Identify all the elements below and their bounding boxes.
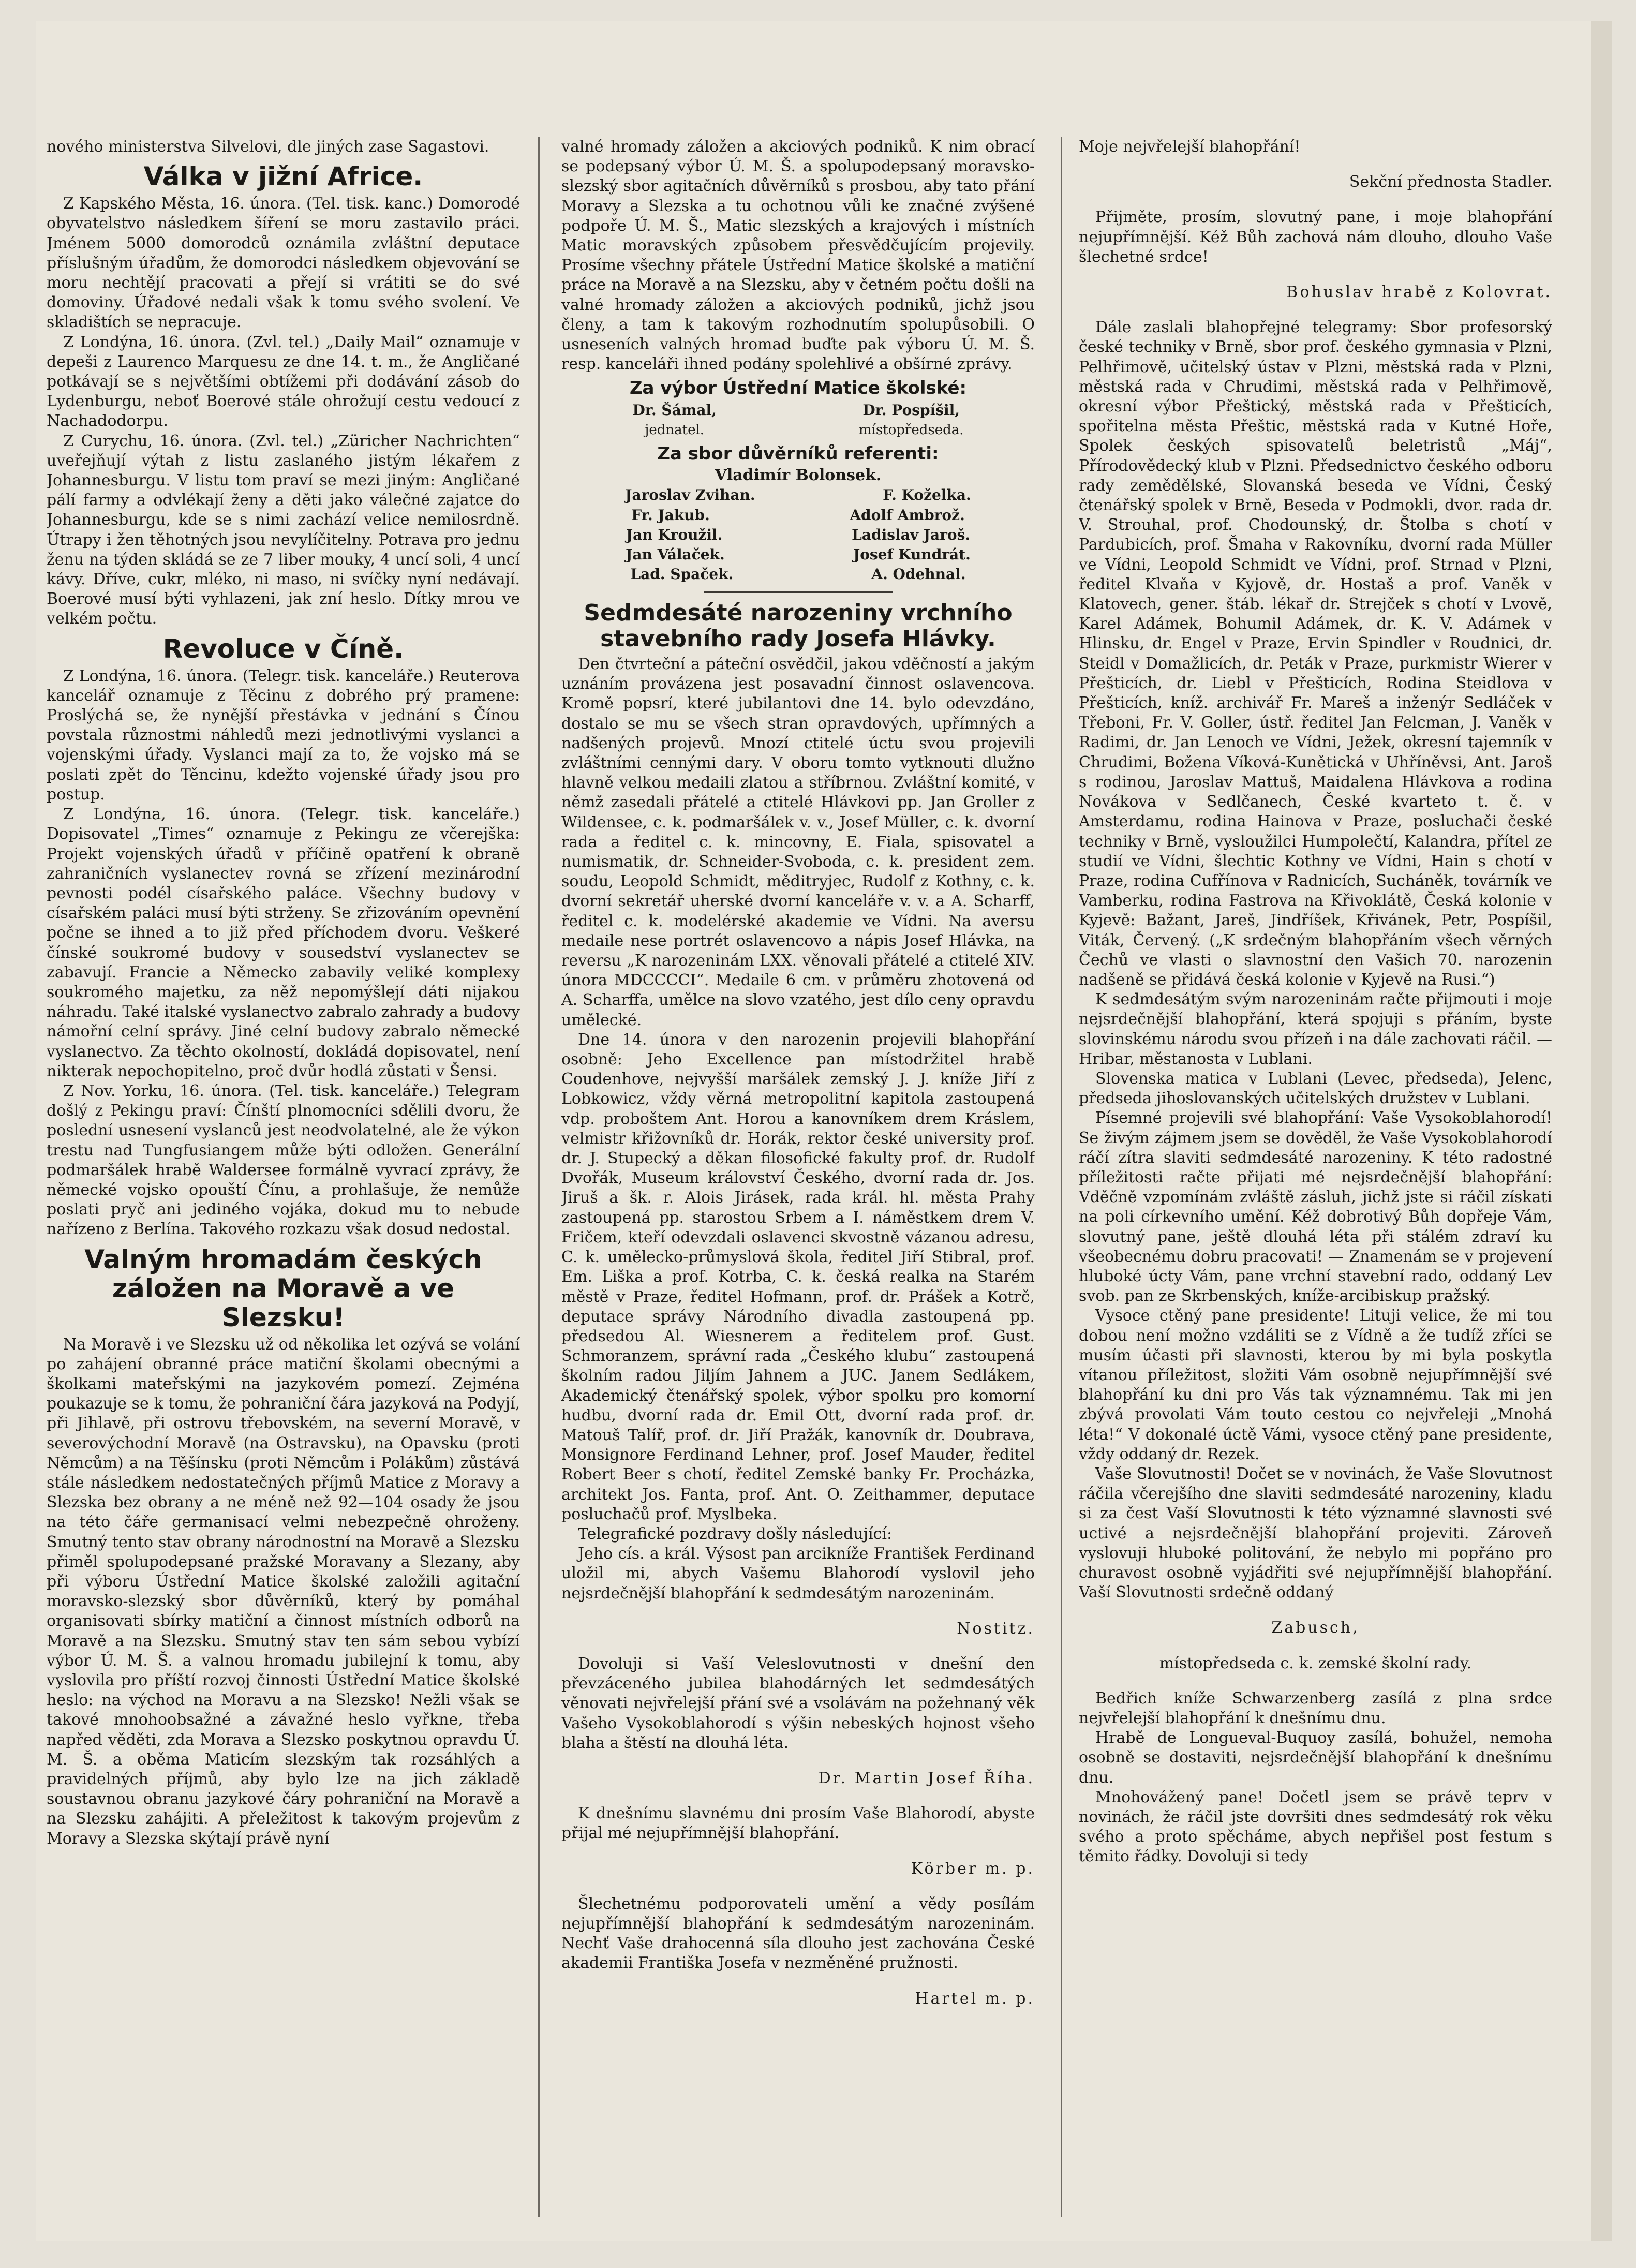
paragraph: Písemné projevili své blahopřání: Vaše Vysokoblahorodí! Se živým zájmem jsem se dověděl, že Vaše Vysokoblahorodí ráčí zítra slaviti sedmdesáté narozeniny. K této radostné příležitosti račte přijati mé nejsrdečnější blahopřání: Vděčně vzpomínám zvláště zásluh, jichž jste si ráčil získati na poli církevního umění. Kéž dobrotivý Bůh dopřeje Vám, slovutný pane, ještě dlouhá léta při stálém zdraví ku všeobecnému dobru pracovati! — Znamenám se v projevení hluboké úcty Vám, pane vrchní stavební rado, oddaný Lev svob. pan ze Skrbenských, kníže-arcibiskup pražský. (1079, 1109, 1552, 1306)
newspaper-page (36, 21, 1612, 2241)
divider (704, 591, 893, 593)
signature: Körber m. p. (911, 1859, 1035, 1878)
signature: Bohuslav hrabě z Kolovrat. (1286, 283, 1552, 302)
referent: Vladimír Bolonsek. (715, 466, 882, 485)
paragraph: Den čtvrteční a páteční osvědčil, jakou vděčností a jakým uznáním provázena jest posavadní činnost oslavencova. Kromě popsrí, které jubilantovi dne 14. bylo odevzdáno, dostalo se mu se všech stran opravdových, upřímných a nadšených projevů. Mnozí ctitelé úctu svou projevili zvláštními cennými dary. V oboru tomto vytknouti dlužno hlavně velkou medaili zlatou a stříbrnou. Zvláštní komité, v němž zasedali přátelé a ctitelé Hlávkovi pp. Jan Groller z Wildensee, c. k. podmaršálek v. v., Josef Müller, c. k. dvorní rada a ředitel c. k. mincovny, E. Fiala, spisovatel a numismatik, dr. Schneider-Svoboda, c. k. president zem. soudu, Leopold Schmidt, měditryjec, Rudolf z Kothny, c. k. dvorní sekretář uherské dvorní kanceláře v. v. a A. Scharff, ředitel c. k. modelérské akademie ve Vídni. Na aversu medaile nese portrét oslavencovo a nápis Josef Hlávka, na reversu „K narozeninám LXX. věnovali přátelé a ctitelé XIV. února MDCCCCI“. Medaile 6 cm. v průměru zhotovená od A. Scharffa, umělce na slovo vzatého, jest dílo ceny opravdu umělecké. (561, 655, 1035, 1029)
page-edge (1591, 21, 1612, 2241)
signature: Zabusch, (1271, 1619, 1360, 1637)
referent-row: Jan Válaček. Josef Kundrát. (626, 546, 971, 564)
referent-row: Fr. Jakub. Adolf Ambrož. (631, 506, 965, 524)
paragraph: Na Moravě i ve Slezsku už od několika let ozývá se volání po zahájení obranné práce matiční školami obecnými a školkami mateřskými na jazykovém pomezí. Zejména poukazuje se k tomu, že pohraniční čára jazyková na Podyjí, při Jihlavě, při ostrovu třebovském, na severní Moravě, v severovýchodní Moravě (na Ostravsku), na Opavsku (proti Němcům) a na Těšínsku (proti Němcům i Polákům) zůstává stále následkem nedostatečných příjmů Matice z Moravy a Slezska bez obrany a ne méně než 92—104 osady že jsou na této čáře germanisací velmi nebezpečně ohroženy. Smutný tento stav obrany národnostní na Moravě a Slezsku přiměl spolupodepsané pražské Moravany a Slezany, aby při výboru Ústřední Matice školské založili agitační moravsko-slezský sbor důvěrníků, který by pomáhal organisovati sbírky matiční a činnost místních odborů na Moravě a na Slezsku. Smutný stav ten sám sebou vybízí výbor Ú. M. Š. a valnou hromadu jubilejní k tomu, aby vyslovila pro příští rozvoj činnosti Ústřední Matice školské heslo: na východ na Moravu a na Slezsko! Nežli však se takové mnohoobsažné a závažné heslo vyřkne, třeba napřed věděti, zda Morava a Slezsko poskytnou opravdu Ú. M. Š. a oběma Maticím slezským tak rozsáhlých a pravidelných příjmů, aby bylo lze na jich základě soustavnou obranu jazykové čáry pohraniční na Moravě a na Slezsku zahájiti. A přeležitost k takovým projevům z Moravy a Slezska skýtají právě nyní (47, 1335, 520, 1848)
article-hlavka (561, 655, 1035, 2009)
signature: Nostitz. (957, 1619, 1035, 1638)
headline-china-revolution: Revoluce v Číně. (162, 633, 404, 664)
headline-boer-war: Válka v jižní Africe. (143, 161, 423, 192)
referent-row: Jaroslav Zvihan. F. Koželka. (625, 486, 971, 504)
signature: Sekční přednosta Stadler. (1349, 173, 1552, 191)
paragraph: Slovenska matica v Lublani (Levec, předseda), Jelenc, předseda jihoslovanských učitelských družstev v Lublani. (1079, 1069, 1552, 1108)
paragraph: Hrabě de Longueval-Buquoy zasílá, bohužel, nemoha osobně se dostaviti, nejsrdečnější blahopřání k dnešnímu dnu. (1079, 1729, 1552, 1787)
referents-heading: Za sbor důvěrníků referenti: (657, 443, 939, 465)
paragraph: Z Londýna, 16. února. (Telegr. tisk. kanceláře.) Dopisovatel „Times“ oznamuje z Pekingu ze včerejška: Projekt vojenských úřadů v příčině opatření k obraně zahraničních vyslanectev rovná se zřízení mezinárodní pevnosti podél císařského paláce. Všechny budovy v císařském paláci musí býti strženy. Se zřizováním opevnění počne se ihned a to již před příchodem dvoru. Veškeré čínské soukromé budovy v sousedství vyslanectev se zabavují. Francie a Německo zabavily veliké komplexy soukromého majetku, za něž nepomýšlejí dáti nijakou náhradu. Také italské vyslanectvo zabralo zahrady a budovy námořní celní správy. Jiné celní budovy zabralo německé vyslanectvo. Za těchto okolností, dokládá dopisovatel, není nikterak nepochopitelno, proč dvůr hodlá zůstati v Šensi. (47, 805, 520, 1080)
paragraph: Moje nejvřelejší blahopřání! (1079, 138, 1301, 156)
paragraph: Z Kapského Města, 16. února. (Tel. tisk. kanc.) Domorodé obyvatelstvo následkem šíření se moru zastavilo práci. Jménem 5000 domorodců oznámila zvláštní deputace příslušným úřadům, že domorodci následkem objevování se moru nechtějí pracovati a přejí si vrátiti se do své domoviny. Úřadové nedali však k tomu svého svolení. Ve skladištích se nepracuje. (47, 195, 520, 332)
headline-savings-banks: Valným hromadám českých záložen na Moravě a ve Slezsku! (84, 1244, 482, 1332)
paragraph: Mnohovážený pane! Dočetl jsem se právě teprv v novinách, že ráčil jste dovršiti dnes sedmdesátý rok věku svého a proto spěcháme, abych nepřišel post festum s těmito řádky. Dovoluji si tedy (1079, 1788, 1552, 1866)
paragraph: K sedmdesátým svým narozeninám račte přijmouti i moje nejsrdečnější blahopřání, která spojuji s přáním, byste slovinskému národu svou přízeň i na dále zachovati ráčil. — Hribar, městanosta v Lublani. (1079, 990, 1552, 1068)
paragraph: Z Curychu, 16. února. (Zvl. tel.) „Züricher Nachrichten“ uveřejňují výtah z listu zaslaného jistým lékařem z Johannesburgu. V listu tom praví se mezi jiným: Angličané pálí farmy a odvlékají ženy a děti jako válečné zajatce do Johannesburgu, kde se s nimi zachází velice nemilosrdně. Útrapy i žen těhotných jsou nevylíčitelny. Potrava pro jednu ženu na týden skládá se ze 7 liber mouky, 4 uncí soli, 4 uncí kávy. Dříve, cukr, mléko, ni maso, ni svíčky nyní nedávají. Boerové musí býti vyhlazeni, jak zní heslo. Dítky mrou ve velkém počtu. (47, 432, 520, 628)
referent-row: Jan Kroužil. Ladislav Jaroš. (626, 526, 971, 543)
paragraph: Z Londýna, 16. února. (Zvl. tel.) „Daily Mail“ oznamuje v depeši z Laurenco Marquesu ze dne 14. t. m., že Angličané potkávají se s největšími obtížemi při dodávání zásob do Lydenburgu, neboť Boerové stále ohrožují cestu vedoucí z Nachadodorpu. (47, 333, 520, 431)
signature-row (561, 401, 1035, 440)
column-rule (1061, 137, 1062, 2217)
signature: Hartel m. p. (915, 1989, 1035, 2008)
paragraph: Telegrafické pozdravy došly následující: (578, 1524, 893, 1543)
paragraph: Bedřich kníže Schwarzenberg zasílá z plna srdce nejvřelejší blahopřání k dnešnímu dnu. (1079, 1689, 1552, 1728)
column-rule (538, 137, 540, 2217)
signatory: Dr. Pospíšil, místopředseda. (858, 401, 964, 438)
carryover-text: nového ministerstva Silvelovi, dle jiných zase Sagastovi. (47, 138, 489, 156)
paragraph: Dovoluji si Vaší Veleslovutnosti v dnešní den převzáceného jubilea blahodárných let sedmdesátých věnovati nejvřelejší přání své a vsolávám na požehnaný věk Vašeho Vysokoblahorodí s výšin nebeských hojnost všeho blaha a štěstí na dlouhá léta. (561, 1654, 1035, 1752)
column-middle (561, 137, 1035, 2217)
signatory: Dr. Šámal, jednatel. (632, 401, 717, 438)
paragraph: Z Londýna, 16. února. (Telegr. tisk. kanceláře.) Reuterova kancelář oznamuje z Těcinu z dobrého prý pramene: Proslýchá se, že nynější přestávka v jednání s Čínou povstala různostmi náhledů mezi jednotlivými vyslanci a vojenskými úřady. Vyslanci mají za to, že vojsko má se poslati zpět do Těncinu, kdežto vojenské úřady jsou pro postup. (47, 666, 520, 804)
paragraph: Vysoce ctěný pane presidente! Lituji velice, že mi tou dobou není možno vzdáliti se z Vídně a že tudíž zříci se musím účasti při slavnosti, kterou by mi byla poskytla vítanou příležitost, složiti Vám osobně nejupřímnější své blahopřání ku dni pro Vás tak významnému. Tak mi jen zbývá provolati Vám touto cestou co nejvřeleji „Mnohá léta!“ V dokonalé úctě Vámi, vysoce ctěný pane presidente, vždy oddaný dr. Rezek. (1079, 1307, 1552, 1463)
headline-hlavka: Sedmdesáté narozeniny vrchního stavebního rady Josefa Hlávky. (584, 600, 1013, 652)
paragraph: Z Nov. Yorku, 16. února. (Tel. tisk. kanceláře.) Telegram došlý z Pekingu praví: Čínští plnomocníci sdělili dvoru, že poslední usnesení vyslanců jest neodvolatelné, ale že výkon trestu nad Tungfusiangem může býti odložen. Generální podmaršálek hrabě Waldersee formálně vyvrací zprávy, že německé vojsko opouští Čínu, a prohlašuje, že nemůže poslati pryč ani jediného vojáka, dokud mu to nebude nařízeno z Berlína. Takového rozkazu však dosud nedostal. (47, 1081, 520, 1239)
article-boer-war (47, 194, 520, 629)
column-left (47, 137, 520, 2217)
signature: Dr. Martin Josef Říha. (818, 1769, 1035, 1787)
paragraph: Dále zaslali blahopřejné telegramy: Sbor profesorský české techniky v Brně, sbor prof. českého gymnasia v Plzni, Pelhřimově, učitelský ústav v Plzni, městská rada v Plzni, městská rada v Chrudimi, městská rada v Pelhřimově, okresní výbor Přeštický, městská rada v Přešticích, spořitelna města Přeštic, městská rada v Kutné Hoře, Spolek českých spisovatelů beletristů „Máj“, Přírodovědecký klub v Plzni. Předsednictvo českého odboru rady zemědělské, Slovanská beseda ve Vídni, Český čtenářský spolek v Brně, Beseda v Podmokli, dvor. rada dr. V. Strouhal, prof. Chodounský, dr. Štolba s chotí v Pardubicích, prof. Šmaha v Rakovníku, dvorní rada Müller ve Vídni, Leopold Schmidt ve Vídni, prof. Strnad v Plzni, ředitel Klvaňa v Kyjově, dr. Hostaš a prof. Vaněk v Klatovech, gener. štáb. lékař dr. Strejček s chotí v Lvově, Karel Adámek, Bohumil Adámek, dr. K. V. Adámek v Hlinsku, dr. Engel v Praze, Ervin Spindler v Roudnici, dr. Steidl v Domažlicích, dr. Peták v Praze, purkmistr Wierer v Přešticích, dr. Liebl v Přešticích, Rodina Steidlova v Přešticích, kníž. archivář Fr. Mareš a inženýr Sedláček v Třeboni, Fr. V. Goller, ústř. ředitel Jan Felcman, J. Vaněk v Radimi, dr. Jan Lenoch ve Vídni, Ježek, okresní tajemník v Chrudimi, Božena Víková-Kunětická v Uhříněvsi, Ant. Jaroš s rodinou, Jaroslav Mattuš, Maidalena Hlávkova a rodina Novákova v Sedlčanech, České kvarteto t. č. v Amsterdamu, rodina Hainova v Praze, posluchači české techniky v Brně, vysloužilci Humpolečtí, Kalandra, přítel ze studií ve Vídni, šlechtic Kothny ve Vídni, Hain s chotí v Praze, rodina Cufřínova v Radnicích, Sucháněk, továrník ve Vamberku, rodina Fastrova na Křivoklátě, Česká kolonie v Kyjevě: Bažant, Jareš, Jindříšek, Křivánek, Petr, Pospíšil, Viták, Červený. („K srdečným blahopřáním všech věrných Čechů ve vlasti o slavnostní den Vašich 70. narozenin nadšeně se přidává česká kolonie v Kyjevě na Rusi.“) (1079, 318, 1552, 989)
paragraph: valné hromady záložen a akciových podniků. K nim obrací se podepsaný výbor Ú. M. Š. a spolupodepsaný moravsko-slezský sbor agitačních důvěrníků s prosbou, aby tato přání Moravy a Slezska a tu ochotnou vůli ke značné zvýšené podpoře Ú. M. Š., Matic slezských a krajových i místních Matic moravských způsobem přesvědčujícím projevily. Prosíme všechny přátele Ústřední Matice školské a matiční práce na Moravě a na Slezsku, aby v četném počtu došli na valné hromady záložen a akciových podniků, jichž jsou členy, a tam k takovým rozhodnutím spolupůsobili. O usneseních valných hromad buďte pak výboru Ú. M. Š. resp. kanceláři ihned podány spolehlivé a obšírné zprávy. (561, 138, 1035, 374)
signature-heading: Za výbor Ústřední Matice školské: (629, 378, 967, 399)
column-right (1079, 137, 1552, 2217)
referent-row: Lad. Spaček. A. Odehnal. (630, 566, 966, 583)
paragraph: Jeho cís. a král. Výsost pan arcikníže František Ferdinand uložil mi, abych Vašemu Blahorodí vyslovil jeho nejsrdečnější blahopřání k sedmdesátým narozeninám. (561, 1545, 1035, 1603)
article-china (47, 666, 520, 1240)
paragraph: Dne 14. února v den narozenin projevili blahopřání osobně: Jeho Excellence pan místodržitel hrabě Coudenhove, nejvyšší maršálek zemský J. J. kníže Jiří z Lobkowicz, vždy věrná metropolitní kapitola zastoupená vdp. proboštem Ant. Horou a kanovníkem drem Kráslem, velmistr křižovníků dr. Horák, rektor české university prof. dr. J. Stupecký a děkan filosofické fakulty prof. dr. Rudolf Dvořák, Museum království Českého, dvorní rada dr. Jos. Jiruš a šk. r. Alois Jirásek, rada král. hl. města Prahy zastoupená pp. starostou Srbem a I. náměstkem drem V. Fričem, kteří odevzdali oslavenci skvostně vázanou adresu, C. k. umělecko-průmyslová škola, ředitel Jiří Stibral, prof. Em. Liška a prof. Kotrba, C. k. česká realka na Starém městě v Praze, ředitel Hofmann, prof. dr. Prášek a Kotrč, deputace správy Národního divadla zastoupená pp. předsedou Al. Wiesnerem a ředitelem prof. Gust. Schmoranzem, správní rada „Českého klubu“ zastoupená školním radou Jiljím Jahnem a JUC. Janem Sedlákem, Akademický čtenářský spolek, výbor spolku pro komorní hudbu, dvorní rada dr. Emil Ott, dvorní rada prof. dr. Matouš Talíř, prof. dr. Jiří Pražák, kanovník dr. Doubrava, Monsignore Ferdinand Lehner, prof. Josef Mauder, ředitel Robert Beer s chotí, ředitel Zemské banky Fr. Procházka, architekt Jos. Fanta, prof. Ant. O. Zeithammer, deputace posluchačů prof. Myslbeka. (561, 1030, 1035, 1523)
signature-role: místopředseda c. k. zemské školní rady. (1159, 1654, 1472, 1672)
paragraph: Šlechetnému podporovateli umění a vědy posílám nejupřímnější blahopřání k sedmdesátým narozeninám. Nechť Vaše drahocenná síla dlouho jest zachována České akademii Františka Josefa v nezměněné pružnosti. (561, 1894, 1035, 1973)
article-savings-banks (47, 1335, 520, 1849)
paragraph: Přijměte, prosím, slovutný pane, i moje blahopřání nejupřímnější. Kéž Bůh zachová nám dlouho, dlouho Vaše šlechetné srdce! (1079, 208, 1552, 266)
paragraph: Vaše Slovutnosti! Dočet se v novinách, že Vaše Slovutnost ráčila včerejšího dne slaviti sedmdesáté narozeniny, kladu si za čest Vaší Slovutnosti k této významné slavnosti své uctivé a nejsrdečnější blahopřání projeviti. Zároveň vyslovuji hluboké politování, že nebylo mi popřáno pro churavost osobně vyjádřiti své nejupřímnější blahopřání. Vaší Slovutnosti srdečně oddaný (1079, 1465, 1552, 1602)
paragraph: K dnešnímu slavnému dni prosím Vaše Blahorodí, abyste přijal mé nejupřímnější blahopřání. (561, 1804, 1035, 1843)
